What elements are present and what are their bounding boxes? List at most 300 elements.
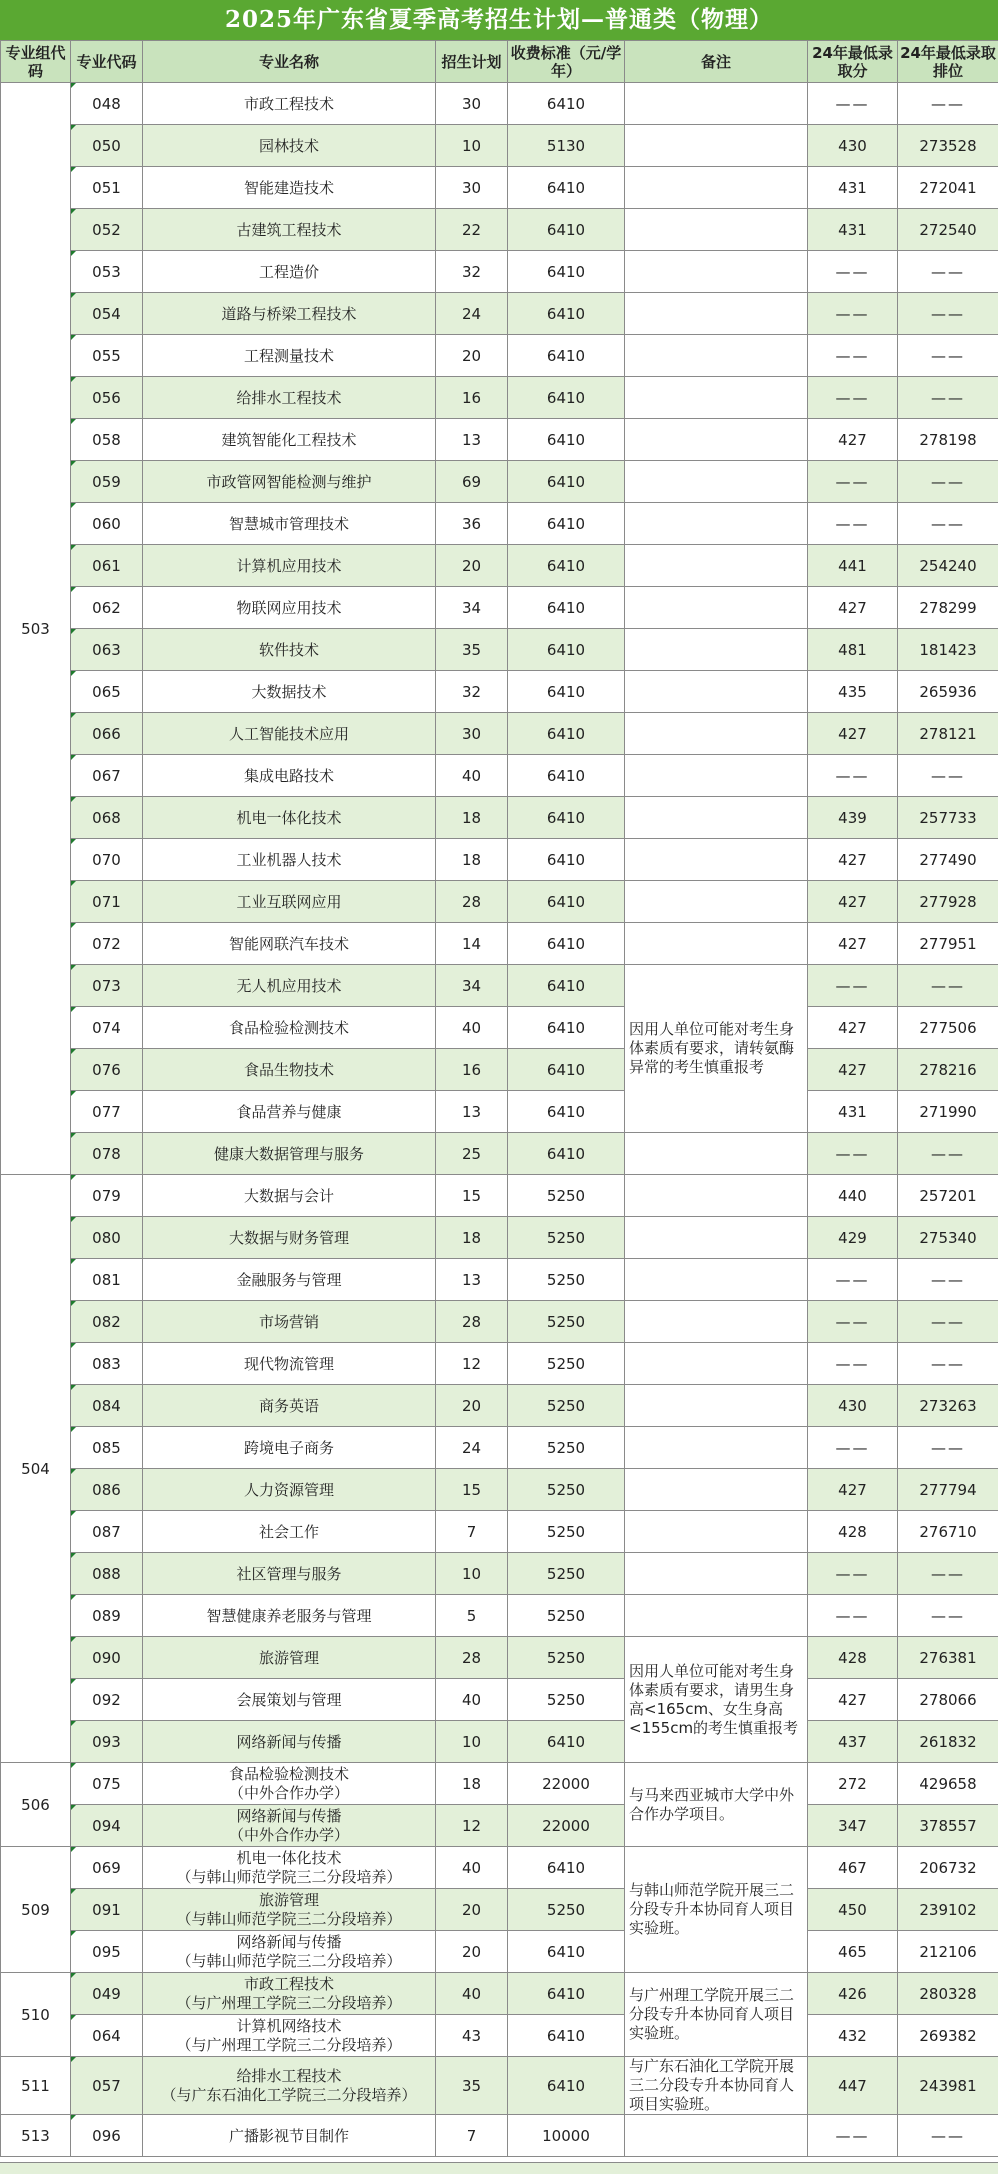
fee-cell: 5250 [508, 1553, 625, 1595]
plan-cell: 15 [436, 1175, 508, 1217]
min-score-cell: 431 [808, 1091, 898, 1133]
min-rank-cell: 273263 [898, 1385, 998, 1427]
major-name-line: 食品检验检测技术 [143, 1765, 435, 1784]
major-name-cell: 智慧城市管理技术 [143, 503, 436, 545]
table-row [1, 125, 998, 167]
min-rank-cell: —— [898, 755, 998, 797]
min-score-cell: 427 [808, 1049, 898, 1091]
fee-cell: 5250 [508, 1511, 625, 1553]
note-cell-empty [625, 1175, 808, 1217]
table-row [1, 1805, 998, 1847]
major-name-subline: （与广州理工学院三二分段培养） [143, 1994, 435, 2013]
min-rank-cell: —— [898, 461, 998, 503]
header-fee: 收费标准（元/学年） [508, 41, 625, 83]
table-row [1, 1259, 998, 1301]
note-cell-empty [625, 1259, 808, 1301]
table-row [1, 293, 998, 335]
fee-cell: 6410 [508, 1847, 625, 1889]
min-score-cell: —— [808, 1595, 898, 1637]
fee-cell: 5250 [508, 1427, 625, 1469]
major-name-cell: 广播影视节目制作 [143, 2115, 436, 2157]
min-score-cell: —— [808, 1553, 898, 1595]
major-name-cell: 金融服务与管理 [143, 1259, 436, 1301]
major-name-cell: 古建筑工程技术 [143, 209, 436, 251]
major-code-cell: 055 [71, 335, 143, 377]
major-name-line: 网络新闻与传播 [143, 1807, 435, 1826]
note-cell-empty [625, 125, 808, 167]
min-score-cell: 429 [808, 1217, 898, 1259]
plan-cell: 28 [436, 881, 508, 923]
major-name-cell: 大数据技术 [143, 671, 436, 713]
major-name-subline: （中外合作办学） [143, 1826, 435, 1845]
fee-cell: 6410 [508, 209, 625, 251]
header-row [1, 41, 998, 83]
fee-cell: 5250 [508, 1637, 625, 1679]
plan-cell: 30 [436, 713, 508, 755]
min-rank-cell: 378557 [898, 1805, 998, 1847]
min-score-cell: 427 [808, 1007, 898, 1049]
table-row [1, 1175, 998, 1217]
major-name-cell: 市政管网智能检测与维护 [143, 461, 436, 503]
fee-cell: 6410 [508, 923, 625, 965]
major-code-cell: 095 [71, 1931, 143, 1973]
plan-cell: 36 [436, 503, 508, 545]
min-score-cell: 467 [808, 1847, 898, 1889]
major-code-cell: 081 [71, 1259, 143, 1301]
plan-cell: 10 [436, 1553, 508, 1595]
major-name-subline: （与广州理工学院三二分段培养） [143, 2036, 435, 2055]
note-cell-empty [625, 293, 808, 335]
note-cell-empty [625, 251, 808, 293]
major-name-line: 网络新闻与传播 [143, 1933, 435, 1952]
min-rank-cell: —— [898, 377, 998, 419]
major-code-cell: 048 [71, 83, 143, 125]
plan-cell: 18 [436, 1217, 508, 1259]
note-cell-empty [625, 629, 808, 671]
major-code-cell: 063 [71, 629, 143, 671]
fee-cell: 6410 [508, 2057, 625, 2115]
plan-cell: 24 [436, 293, 508, 335]
note-cell-empty [625, 1553, 808, 1595]
plan-cell: 30 [436, 83, 508, 125]
plan-cell: 40 [436, 755, 508, 797]
major-code-cell: 068 [71, 797, 143, 839]
header-note: 备注 [625, 41, 808, 83]
min-score-cell: —— [808, 1133, 898, 1175]
fee-cell: 5250 [508, 1889, 625, 1931]
group-code-cell: 509 [1, 1847, 71, 1973]
note-cell-empty [625, 1595, 808, 1637]
plan-cell: 13 [436, 419, 508, 461]
min-score-cell: 427 [808, 839, 898, 881]
note-cell-empty [625, 545, 808, 587]
note-cell-empty [625, 1343, 808, 1385]
plan-cell: 18 [436, 797, 508, 839]
min-score-cell: 272 [808, 1763, 898, 1805]
major-name-cell: 社区管理与服务 [143, 1553, 436, 1595]
min-rank-cell: 276710 [898, 1511, 998, 1553]
plan-cell: 28 [436, 1301, 508, 1343]
table-row [1, 1511, 998, 1553]
plan-cell: 10 [436, 1721, 508, 1763]
note-cell-empty [625, 671, 808, 713]
min-score-cell: —— [808, 503, 898, 545]
min-rank-cell: —— [898, 1133, 998, 1175]
major-name-subline: （与韩山师范学院三二分段培养） [143, 1952, 435, 1971]
table-row [1, 461, 998, 503]
major-code-cell: 077 [71, 1091, 143, 1133]
min-score-cell: —— [808, 377, 898, 419]
min-rank-cell: 278198 [898, 419, 998, 461]
fee-cell: 6410 [508, 671, 625, 713]
major-code-cell: 082 [71, 1301, 143, 1343]
major-name-cell: 食品生物技术 [143, 1049, 436, 1091]
major-code-cell: 094 [71, 1805, 143, 1847]
min-rank-cell: 278121 [898, 713, 998, 755]
major-code-cell: 065 [71, 671, 143, 713]
plan-cell: 32 [436, 251, 508, 293]
min-rank-cell: 272540 [898, 209, 998, 251]
min-rank-cell: 277794 [898, 1469, 998, 1511]
major-code-cell: 066 [71, 713, 143, 755]
major-name-cell: 食品营养与健康 [143, 1091, 436, 1133]
table-row [1, 419, 998, 461]
min-score-cell: 427 [808, 1679, 898, 1721]
min-score-cell: —— [808, 1343, 898, 1385]
fee-cell: 6410 [508, 629, 625, 671]
plan-cell: 20 [436, 335, 508, 377]
table-row [1, 1049, 998, 1091]
major-name-cell: 给排水工程技术 [143, 377, 436, 419]
major-name-cell: 智能网联汽车技术 [143, 923, 436, 965]
table-row [1, 671, 998, 713]
table-row [1, 1301, 998, 1343]
plan-cell: 18 [436, 839, 508, 881]
min-rank-cell: —— [898, 1301, 998, 1343]
major-code-cell: 086 [71, 1469, 143, 1511]
major-name-cell: 人工智能技术应用 [143, 713, 436, 755]
note-cell-empty [625, 503, 808, 545]
table-row [1, 1217, 998, 1259]
group-code-cell: 513 [1, 2115, 71, 2157]
table-row [1, 83, 998, 125]
fee-cell: 6410 [508, 2015, 625, 2057]
min-rank-cell: —— [898, 1427, 998, 1469]
header-group-code: 专业组代码 [1, 41, 71, 83]
min-score-cell: —— [808, 83, 898, 125]
major-name-cell: 会展策划与管理 [143, 1679, 436, 1721]
min-rank-cell: 269382 [898, 2015, 998, 2057]
major-name-cell: 集成电路技术 [143, 755, 436, 797]
fee-cell: 6410 [508, 83, 625, 125]
min-rank-cell: —— [898, 1343, 998, 1385]
fee-cell: 22000 [508, 1805, 625, 1847]
note-cell-empty [625, 839, 808, 881]
min-rank-cell: 261832 [898, 1721, 998, 1763]
min-score-cell: —— [808, 335, 898, 377]
fee-cell: 6410 [508, 377, 625, 419]
major-name-cell: 健康大数据管理与服务 [143, 1133, 436, 1175]
major-name-line: 计算机网络技术 [143, 2017, 435, 2036]
major-name-cell: 工程造价 [143, 251, 436, 293]
major-code-cell: 096 [71, 2115, 143, 2157]
min-score-cell: 440 [808, 1175, 898, 1217]
table-row [1, 839, 998, 881]
plan-cell: 12 [436, 1343, 508, 1385]
table-row [1, 1973, 998, 2015]
fee-cell: 6410 [508, 1931, 625, 1973]
table-row [1, 251, 998, 293]
major-code-cell: 080 [71, 1217, 143, 1259]
major-name-cell: 物联网应用技术 [143, 587, 436, 629]
min-score-cell: 428 [808, 1511, 898, 1553]
min-score-cell: 428 [808, 1637, 898, 1679]
plan-cell: 7 [436, 1511, 508, 1553]
note-cell-empty [625, 209, 808, 251]
min-rank-cell: —— [898, 1259, 998, 1301]
note-cell-empty [625, 797, 808, 839]
major-code-cell: 085 [71, 1427, 143, 1469]
min-score-cell: —— [808, 293, 898, 335]
table-row [1, 545, 998, 587]
major-name-subline: （与韩山师范学院三二分段培养） [143, 1868, 435, 1887]
fee-cell: 6410 [508, 1049, 625, 1091]
major-code-cell: 088 [71, 1553, 143, 1595]
fee-cell: 6410 [508, 1973, 625, 2015]
table-row [1, 881, 998, 923]
major-name-cell: 跨境电子商务 [143, 1427, 436, 1469]
fee-cell: 5250 [508, 1217, 625, 1259]
major-name-cell: 工业机器人技术 [143, 839, 436, 881]
plan-cell: 30 [436, 167, 508, 209]
fee-cell: 6410 [508, 1133, 625, 1175]
table-row [1, 1595, 998, 1637]
plan-cell: 12 [436, 1805, 508, 1847]
min-rank-cell: 265936 [898, 671, 998, 713]
table-row [1, 1007, 998, 1049]
major-name-cell: 园林技术 [143, 125, 436, 167]
note-cell: 与马来西亚城市大学中外合作办学项目。 [625, 1763, 808, 1847]
plan-cell: 28 [436, 1637, 508, 1679]
fee-cell: 6410 [508, 587, 625, 629]
header-min-rank: 24年最低录取排位 [898, 41, 998, 83]
group-code-cell: 511 [1, 2057, 71, 2115]
min-rank-cell: 272041 [898, 167, 998, 209]
major-name-cell: 大数据与财务管理 [143, 1217, 436, 1259]
fee-cell: 6410 [508, 1091, 625, 1133]
fee-cell: 6410 [508, 461, 625, 503]
plan-cell: 20 [436, 1931, 508, 1973]
table-row [1, 2015, 998, 2057]
table-row [1, 2115, 998, 2157]
note-cell-empty [625, 713, 808, 755]
major-code-cell: 061 [71, 545, 143, 587]
note-cell-empty [625, 167, 808, 209]
fee-cell: 5250 [508, 1259, 625, 1301]
major-code-cell: 064 [71, 2015, 143, 2057]
min-score-cell: 435 [808, 671, 898, 713]
plan-cell: 14 [436, 923, 508, 965]
table-row [1, 1091, 998, 1133]
fee-cell: 5250 [508, 1469, 625, 1511]
min-rank-cell: —— [898, 503, 998, 545]
note-cell-empty [625, 419, 808, 461]
min-score-cell: 447 [808, 2057, 898, 2115]
note-cell-empty [625, 1217, 808, 1259]
fee-cell: 22000 [508, 1763, 625, 1805]
plan-cell: 7 [436, 2115, 508, 2157]
plan-cell: 13 [436, 1091, 508, 1133]
table-row [1, 1343, 998, 1385]
note-cell: 与广州理工学院开展三二分段专升本协同育人项目实验班。 [625, 1973, 808, 2057]
min-score-cell: —— [808, 1259, 898, 1301]
major-name-line: 机电一体化技术 [143, 1849, 435, 1868]
min-score-cell: —— [808, 251, 898, 293]
min-score-cell: —— [808, 2115, 898, 2157]
min-rank-cell: 278299 [898, 587, 998, 629]
header-major-name: 专业名称 [143, 41, 436, 83]
major-name-cell: 大数据与会计 [143, 1175, 436, 1217]
plan-cell: 40 [436, 1973, 508, 2015]
note-cell: 与广东石油化工学院开展三二分段专升本协同育人项目实验班。 [625, 2057, 808, 2115]
min-score-cell: 432 [808, 2015, 898, 2057]
header-major-code: 专业代码 [71, 41, 143, 83]
group-code-cell: 504 [1, 1175, 71, 1763]
header-plan: 招生计划 [436, 41, 508, 83]
table-row [1, 209, 998, 251]
group-code-cell: 510 [1, 1973, 71, 2057]
note-cell-empty [625, 335, 808, 377]
min-rank-cell: —— [898, 965, 998, 1007]
table-row [1, 1721, 998, 1763]
min-score-cell: 430 [808, 1385, 898, 1427]
major-code-cell: 070 [71, 839, 143, 881]
table-row [1, 1133, 998, 1175]
min-score-cell: 441 [808, 545, 898, 587]
major-name-cell: 机电一体化技术 [143, 797, 436, 839]
table-row [1, 335, 998, 377]
major-code-cell: 067 [71, 755, 143, 797]
major-name-cell: 旅游管理 [143, 1637, 436, 1679]
plan-cell: 15 [436, 1469, 508, 1511]
min-score-cell: 430 [808, 125, 898, 167]
plan-cell: 40 [436, 1847, 508, 1889]
fee-cell: 6410 [508, 713, 625, 755]
table-row [1, 377, 998, 419]
major-code-cell: 059 [71, 461, 143, 503]
major-name-subline: （中外合作办学） [143, 1784, 435, 1803]
table-row [1, 713, 998, 755]
note-cell-empty [625, 1385, 808, 1427]
fee-cell: 6410 [508, 1007, 625, 1049]
major-name-cell: 建筑智能化工程技术 [143, 419, 436, 461]
min-score-cell: 426 [808, 1973, 898, 2015]
fee-cell: 5250 [508, 1175, 625, 1217]
major-code-cell: 054 [71, 293, 143, 335]
table-row [1, 1931, 998, 1973]
major-code-cell: 083 [71, 1343, 143, 1385]
major-code-cell: 076 [71, 1049, 143, 1091]
major-code-cell: 092 [71, 1679, 143, 1721]
min-score-cell: 431 [808, 167, 898, 209]
note-cell: 与韩山师范学院开展三二分段专升本协同育人项目实验班。 [625, 1847, 808, 1973]
plan-cell: 25 [436, 1133, 508, 1175]
major-name-cell: 网络新闻与传播 [143, 1721, 436, 1763]
plan-cell: 16 [436, 377, 508, 419]
fee-cell: 6410 [508, 293, 625, 335]
major-name-cell: 现代物流管理 [143, 1343, 436, 1385]
min-rank-cell: 181423 [898, 629, 998, 671]
major-name-cell: 软件技术 [143, 629, 436, 671]
major-name-cell: 工业互联网应用 [143, 881, 436, 923]
major-code-cell: 089 [71, 1595, 143, 1637]
note-cell-empty [625, 1511, 808, 1553]
major-code-cell: 075 [71, 1763, 143, 1805]
fee-cell: 6410 [508, 167, 625, 209]
fee-cell: 6410 [508, 839, 625, 881]
major-code-cell: 049 [71, 1973, 143, 2015]
fee-cell: 6410 [508, 419, 625, 461]
fee-cell: 6410 [508, 503, 625, 545]
plan-cell: 43 [436, 2015, 508, 2057]
note-cell: 因用人单位可能对考生身体素质有要求，请转氨酶异常的考生慎重报考 [625, 965, 808, 1133]
plan-cell: 18 [436, 1763, 508, 1805]
plan-cell: 10 [436, 125, 508, 167]
admission-table [0, 40, 998, 2157]
fee-cell: 5250 [508, 1385, 625, 1427]
major-name-cell [143, 1805, 436, 1847]
major-code-cell: 090 [71, 1637, 143, 1679]
table-row [1, 1427, 998, 1469]
major-code-cell: 093 [71, 1721, 143, 1763]
min-rank-cell: —— [898, 335, 998, 377]
fee-cell: 6410 [508, 755, 625, 797]
major-code-cell: 053 [71, 251, 143, 293]
group-code-cell: 503 [1, 83, 71, 1175]
table-row [1, 923, 998, 965]
min-rank-cell: 277490 [898, 839, 998, 881]
major-name-cell: 道路与桥梁工程技术 [143, 293, 436, 335]
min-rank-cell: —— [898, 1595, 998, 1637]
table-row [1, 1637, 998, 1679]
table-row [1, 587, 998, 629]
plan-cell: 20 [436, 545, 508, 587]
major-name-cell: 市政工程技术 [143, 83, 436, 125]
fee-cell: 5250 [508, 1679, 625, 1721]
min-score-cell: 439 [808, 797, 898, 839]
min-rank-cell: 273528 [898, 125, 998, 167]
table-row [1, 1553, 998, 1595]
min-score-cell: 481 [808, 629, 898, 671]
plan-cell: 40 [436, 1007, 508, 1049]
plan-cell: 35 [436, 2057, 508, 2115]
major-code-cell: 071 [71, 881, 143, 923]
min-rank-cell: 257733 [898, 797, 998, 839]
note-cell-empty [625, 881, 808, 923]
note-cell-empty [625, 377, 808, 419]
table-row [1, 1385, 998, 1427]
major-name-cell: 人力资源管理 [143, 1469, 436, 1511]
major-name-line: 旅游管理 [143, 1891, 435, 1910]
min-rank-cell: 206732 [898, 1847, 998, 1889]
min-score-cell: —— [808, 1301, 898, 1343]
note-cell-empty [625, 587, 808, 629]
note-cell-empty [625, 923, 808, 965]
table-row [1, 629, 998, 671]
header-min-score: 24年最低录取分 [808, 41, 898, 83]
note-cell-empty [625, 461, 808, 503]
min-rank-cell: 277951 [898, 923, 998, 965]
